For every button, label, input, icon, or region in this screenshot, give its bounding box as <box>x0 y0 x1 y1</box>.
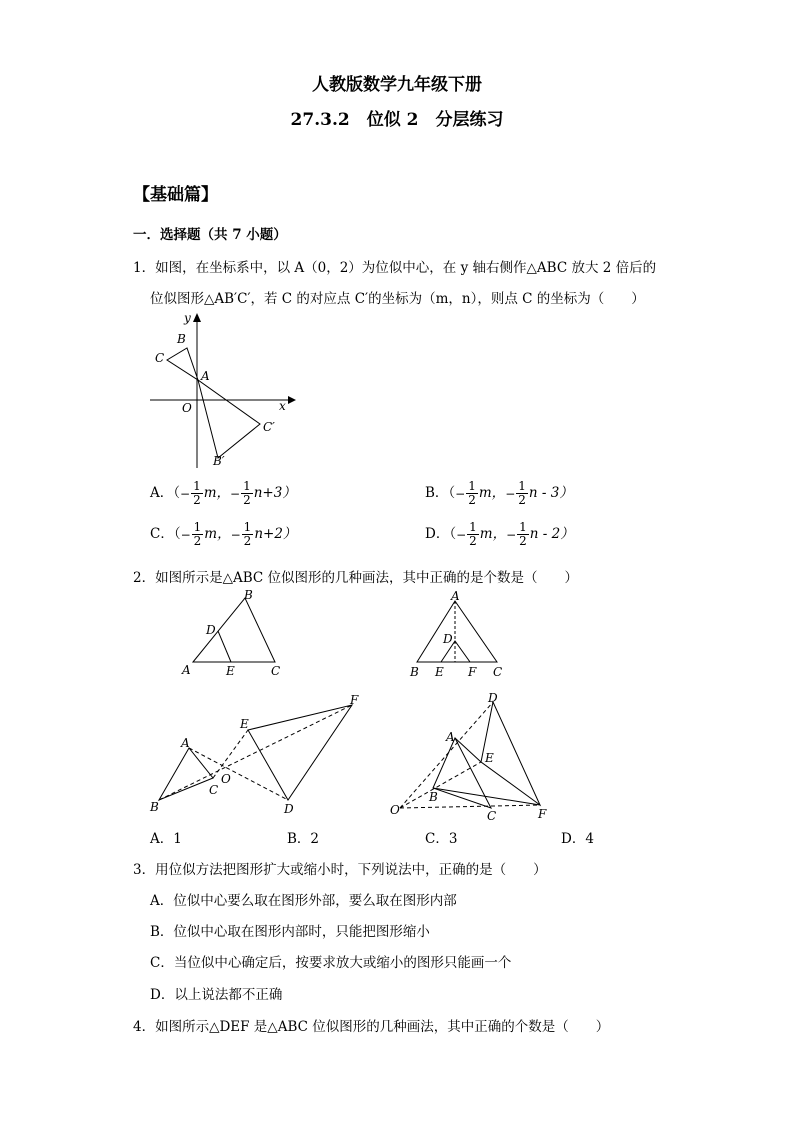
question-2-text: 2．如图所示是△ABC 位似图形的几种画法，其中正确的是个数是（ ） <box>133 570 579 586</box>
q2f3-label-A: A <box>181 736 190 750</box>
fig1-label-y: y <box>184 311 191 325</box>
q2f4-label-C: C <box>487 809 497 823</box>
question-1-option-a[interactable]: A．（− $\frac{1}{2}$ m，− $\frac{1}{2}$ n+3） <box>150 479 296 507</box>
q2f4-label-F: F <box>538 807 547 821</box>
q2f1-label-C: C <box>271 664 281 678</box>
q2f4-label-A: A <box>446 730 455 744</box>
fig1-label-Bp: B′ <box>213 454 225 468</box>
fig1-label-x: x <box>279 399 286 413</box>
page-subtitle: 27.3.2 位似 2 分层练习 <box>290 110 504 130</box>
fig1-label-Cp: C′ <box>263 420 275 434</box>
question-2-figure-3 <box>145 690 370 820</box>
q2f3-label-F: F <box>350 693 359 707</box>
q2f1-label-D: D <box>206 623 216 637</box>
q2f4-label-D: D <box>488 691 498 705</box>
question-1-line-2: 位似图形△AB′C′，若 C 的对应点 C′的坐标为（m，n），则点 C 的坐标为（ ） <box>150 291 645 307</box>
question-3-option-d[interactable]: D．以上说法都不正确 <box>150 987 283 1003</box>
question-1-line-1: 1．如图，在坐标系中，以 A（0，2）为位似中心，在 y 轴右侧作△ABC 放大 2 倍后的 <box>133 260 657 276</box>
section-heading: 【基础篇】 <box>133 185 218 205</box>
q2f1-label-A: A <box>182 663 191 677</box>
question-3-text: 3．用位似方法把图形扩大或缩小时，下列说法中，正确的是（ ） <box>133 862 547 878</box>
fig1-label-C: C <box>155 351 165 365</box>
part-heading: 一．选择题（共 7 小题） <box>133 227 287 243</box>
question-2-figure-4 <box>385 690 560 825</box>
q2f2-label-B: B <box>410 665 419 679</box>
question-2-option-d[interactable]: D．4 <box>561 831 594 847</box>
fig1-label-A: A <box>201 369 210 383</box>
fig1-label-B: B <box>177 332 186 346</box>
q2f2-label-C: C <box>493 665 503 679</box>
question-2-figure-1 <box>178 586 293 681</box>
question-3-option-c[interactable]: C．当位似中心确定后，按要求放大或缩小的图形只能画一个 <box>150 955 512 971</box>
q2f4-label-O: O <box>390 803 400 817</box>
q2f2-label-F: F <box>468 665 477 679</box>
question-1-option-c[interactable]: C．（− $\frac{1}{2}$ m，− $\frac{1}{2}$ n+2） <box>150 520 297 548</box>
page-title: 人教版数学九年级下册 <box>312 75 482 95</box>
question-2-option-c[interactable]: C．3 <box>425 831 458 847</box>
fig1-label-O: O <box>182 401 192 415</box>
question-3-option-b[interactable]: B．位似中心取在图形内部时，只能把图形缩小 <box>150 924 430 940</box>
question-3-option-a[interactable]: A．位似中心要么取在图形外部，要么取在图形内部 <box>150 893 457 909</box>
question-4-text: 4．如图所示△DEF 是△ABC 位似图形的几种画法，其中正确的个数是（ ） <box>133 1019 610 1035</box>
q2f2-label-E: E <box>435 665 444 679</box>
q2f2-label-D: D <box>443 632 453 646</box>
question-2-option-a[interactable]: A．1 <box>150 831 182 847</box>
q2f2-label-A: A <box>451 589 460 603</box>
question-2-figure-2 <box>405 586 515 681</box>
q2f4-label-E: E <box>485 751 494 765</box>
q2f1-label-B: B <box>244 588 253 602</box>
q2f3-label-B: B <box>150 800 159 814</box>
q2f3-label-O: O <box>221 772 231 786</box>
q2f3-label-C: C <box>209 783 219 797</box>
question-1-option-b[interactable]: B．（− $\frac{1}{2}$ m，− $\frac{1}{2}$ n - 3） <box>425 479 573 507</box>
q2f3-label-D: D <box>284 802 294 816</box>
q2f3-label-E: E <box>240 717 249 731</box>
question-1-option-d[interactable]: D．（− $\frac{1}{2}$ m，− $\frac{1}{2}$ n - 2） <box>425 520 574 548</box>
q2f4-label-B: B <box>429 790 438 804</box>
question-2-option-b[interactable]: B．2 <box>287 831 320 847</box>
q2f1-label-E: E <box>226 664 235 678</box>
question-1-figure <box>140 310 300 470</box>
